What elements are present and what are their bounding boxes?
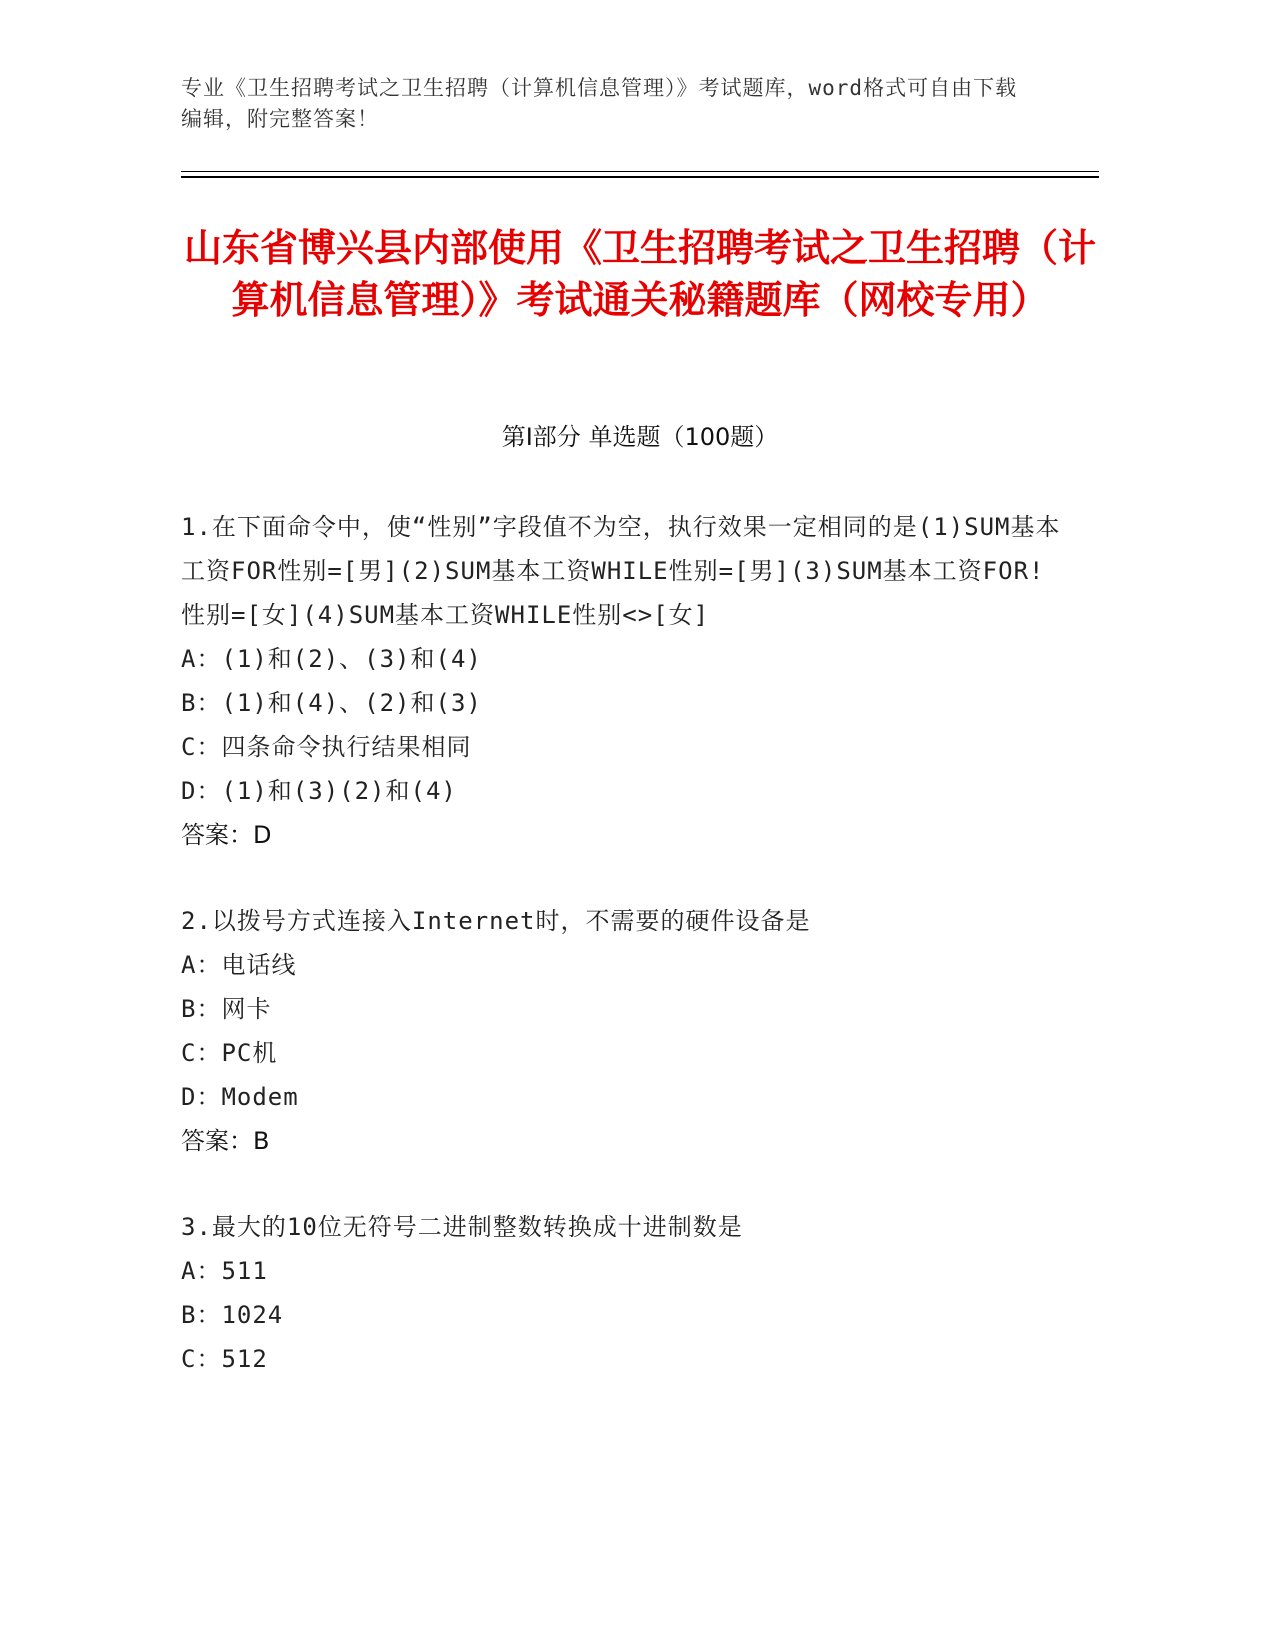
- option-c: C：512: [181, 1345, 268, 1373]
- question-3: [181, 1205, 1061, 1381]
- option-d: D：Modem: [181, 1083, 299, 1111]
- option-c: C：四条命令执行结果相同: [181, 733, 472, 761]
- option-a: A：电话线: [181, 951, 297, 979]
- option-b: B：(1)和(4)、(2)和(3): [181, 689, 482, 717]
- option-a: A：(1)和(2)、(3)和(4): [181, 645, 482, 673]
- question-stem: 1.在下面命令中，使“性别”字段值不为空，执行效果一定相同的是(1)SUM基本工资FOR性别=[男](2)SUM基本工资WHILE性别=[男](3)SUM基本工资FOR!性别=[女](4)SUM基本工资WHILE性别<>[女]: [181, 513, 1061, 629]
- header-note: 专业《卫生招聘考试之卫生招聘（计算机信息管理）》考试题库，word格式可自由下载编辑，附完整答案！: [181, 76, 1018, 131]
- header-divider-thin: [181, 171, 1099, 172]
- answer: 答案：D: [181, 821, 272, 849]
- question-2: [181, 899, 1061, 1163]
- document-title: 山东省博兴县内部使用《卫生招聘考试之卫生招聘（计算机信息管理）》考试通关秘籍题库（网校专用）: [183, 226, 1096, 322]
- option-d: D：(1)和(3)(2)和(4): [181, 777, 457, 805]
- header-divider-thick: [181, 176, 1099, 178]
- section-heading: 第I部分 单选题（100题）: [501, 423, 779, 451]
- option-c: C：PC机: [181, 1039, 278, 1067]
- answer: 答案：B: [181, 1127, 270, 1155]
- option-b: B：网卡: [181, 995, 272, 1023]
- question-stem: 2.以拨号方式连接入Internet时，不需要的硬件设备是: [181, 907, 811, 935]
- option-b: B：1024: [181, 1301, 284, 1329]
- question-list: [181, 505, 1061, 1423]
- question-stem: 3.最大的10位无符号二进制整数转换成十进制数是: [181, 1213, 743, 1241]
- option-a: A：511: [181, 1257, 268, 1285]
- question-1: [181, 505, 1061, 857]
